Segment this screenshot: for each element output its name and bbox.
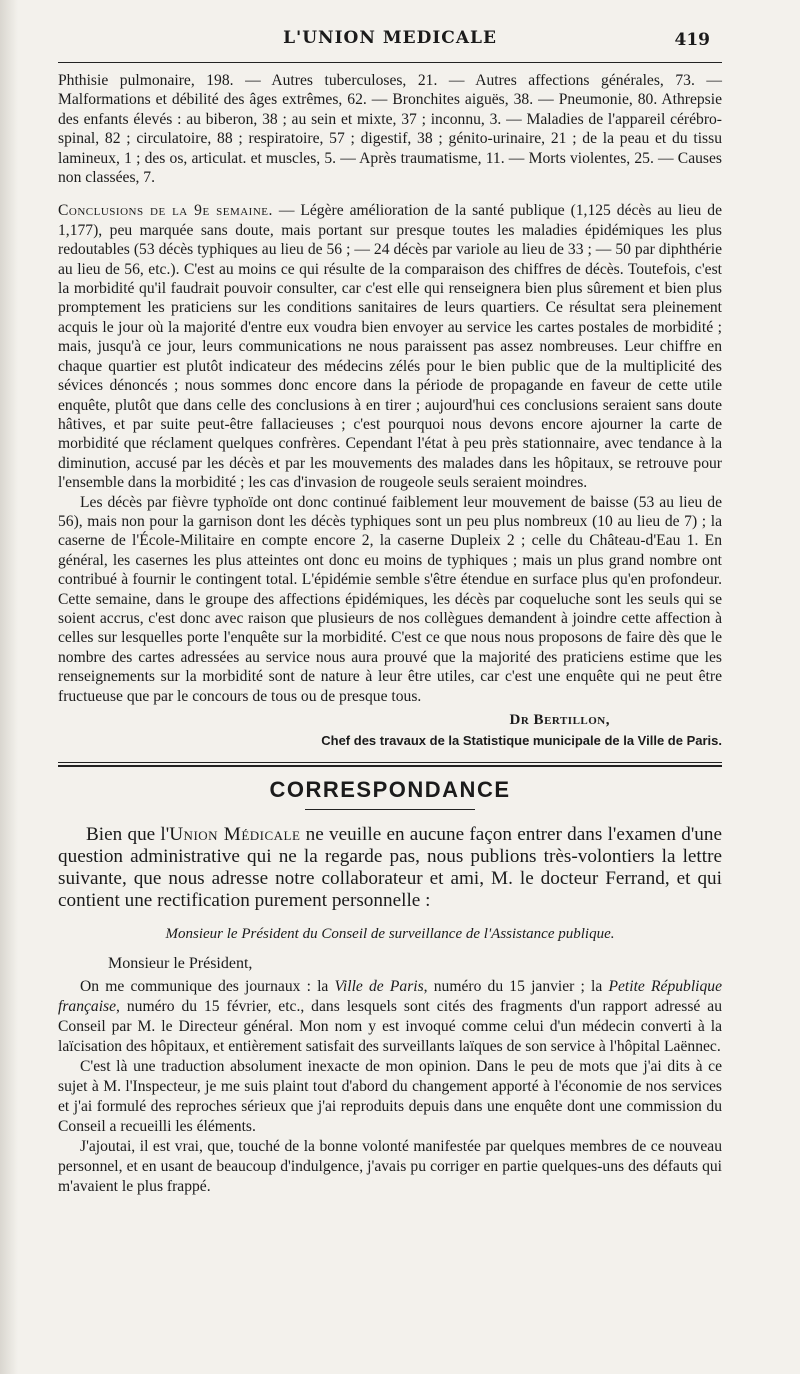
- conclusions-heading: Conclusions de la 9e semaine.: [58, 202, 273, 220]
- letter-paragraph-1: On me communique des journaux : la Ville de Paris, numéro du 15 janvier ; la Petite République française, numéro du 15 février, etc., dans lesquels sont cités des fragments d'un rapport adressé au Conseil par M. le Directeur général. Mon nom y est invoqué comme celui d'un médecin converti à la laïcisation des hôpitaux, et entièrement satisfait des surveillants laïques de son service à l'hôpital Laënnec.: [58, 978, 723, 1055]
- journal-ville-de-paris: Ville de Paris: [334, 978, 424, 995]
- letter-paragraph-3: J'ajoutai, il est vrai, que, touché de la bonne volonté manifestée par quelques membres de ce nouveau personnel, et en usant de beaucoup d'indulgence, j'avais pu corriger en partie quelques-uns des défauts qui m'avaient le plus frappé.: [58, 1138, 722, 1195]
- letter-salutation: Monsieur le Président,: [108, 955, 253, 972]
- signature-name: Dr Bertillon,: [509, 712, 610, 728]
- section-title: CORRESPONDANCE: [269, 777, 511, 802]
- correspondance-intro: Bien que l'Union Médicale ne veuille en aucune façon entrer dans l'examen d'une question administrative qui ne la regarde pas, nous publions très-volontiers la lettre suivante, que nous adresse notre collaborateur et ami, M. le docteur Ferrand, et qui contient une rectification purement personnelle :: [58, 824, 723, 911]
- journal-name: Union Médicale: [169, 824, 301, 845]
- letter-addressee: Monsieur le Président du Conseil de surveillance de l'Assistance publique.: [165, 926, 615, 942]
- conclusions-text: — Légère amélioration de la santé publique (1,125 décès au lieu de 1,177), peu marquée sans doute, mais portant sur presque toutes les maladies épidémiques les plus redoutables (53 décès typhiques au lieu de 56 ; — 24 décès par variole au lieu de 33 ; — 50 par diphthérie au lieu de 56, etc.). C'est au moins ce qui résulte de la comparaison des chiffres de décès. Toutefois, c'est la morbidité qu'il faudrait pouvoir consulter, car c'est elle qui renseignera bien plus sûrement et bien plus promptement les praticiens sur les conditions sanitaires de leurs quartiers. Ce résultat sera pleinement acquis le jour où la majorité d'entre eux voudra bien envoyer au service les cartes postales de morbidité ; mais, jusqu'à ce jour, leurs communications ne nous paraissent pas assez nombreuses. Leur chiffre en chaque quartier est plutôt indicateur des médecins zélés pour le bien public que de la multiplicité des sévices dénoncés ; nous sommes donc encore dans la période de propagande en faveur de cette utile enquête, plutôt que dans celle des conclusions à en tirer ; aujourd'hui ces conclusions seraient sans doute hâtives, et par suite peut-être fallacieuses ; c'est pourquoi nous devons encore ajourner la carte de morbidité que réclament quelques confrères. Cependant l'état à peu près stationnaire, avec tendance à la diminution, accusé par les décès et par les mouvements des malades dans les hôpitaux, se retrouve pour l'ensemble dans la morbidité ; les cas d'invasion de rougeole seuls seraient moindres.: [58, 202, 722, 492]
- page-number: 419: [674, 30, 710, 50]
- journal-petite-republique: Petite République française: [58, 978, 723, 1015]
- typhoid-paragraph: Les décès par fièvre typhoïde ont donc continué faiblement leur mouvement de baisse (53 au lieu de 56), mais non pour la garnison dont les décès typhiques sont un peu plus nombreux (10 au lieu de 7) ; la caserne de l'École-Militaire en compte encore 2, la caserne Dupleix 2 ; celle du Château-d'Eau 1. En général, les casernes les plus atteintes ont donc eu moins de typhiques ; mais un plus grand nombre ont contribué à fournir le contingent total. L'épidémie semble s'être étendue en surface plus qu'en profondeur. Cette semaine, dans le groupe des affections épidémiques, les décès par coqueluche sont les seuls qui se soient accrus, c'est donc avec raison que plusieurs de nos collègues demandent à joindre cette affection à celles sur lesquelles porte l'enquête sur la morbidité. C'est ce que nous nous proposons de faire dès que le nombre des cartes adressées au service nous aura prouvé que la majorité des praticiens estime que les renseignements sur la morbidité sont de nature à leur être utiles, car c'est une enquête qui ne peut être fructueuse que par le concours de tous ou de presque tous.: [58, 493, 722, 705]
- section-divider: [58, 762, 722, 767]
- divider-thick: [58, 765, 722, 767]
- section-title-underline: [305, 809, 475, 810]
- header-rule: [58, 62, 722, 63]
- page-header: [58, 28, 722, 58]
- signature-role: Chef des travaux de la Statistique municipale de la Ville de Paris.: [321, 733, 722, 748]
- letter-paragraph-2: C'est là une traduction absolument inexacte de mon opinion. Dans le peu de mots que j'ai dits à ce sujet à M. l'Inspecteur, je me suis plaint tout d'abord du changement apporté à l'économie de nos services et j'ai formulé des reproches sérieux que j'ai reproduits depuis dans une enquête dont une commission du Conseil a recueilli les éléments.: [58, 1058, 722, 1135]
- conclusions-paragraph: [58, 201, 722, 492]
- mortality-stats-paragraph: Phthisie pulmonaire, 198. — Autres tuberculoses, 21. — Autres affections générales, 73. — Malformations et débilité des âges extrêmes, 62. — Bronchites aiguës, 38. — Pneumonie, 80. Athrepsie des enfants élevés : au biberon, 38 ; au sein et mixte, 37 ; inconnu, 3. — Maladies de l'appareil cérébro-spinal, 82 ; circulatoire, 88 ; respiratoire, 57 ; digestif, 38 ; génito-urinaire, 21 ; de la peau et du tissu lamineux, 1 ; des os, articulat. et muscles, 5. — Après traumatisme, 11. — Morts violentes, 25. — Causes non classées, 7.: [58, 72, 722, 187]
- running-title: L'UNION MEDICALE: [283, 28, 497, 48]
- divider-thin: [58, 762, 722, 763]
